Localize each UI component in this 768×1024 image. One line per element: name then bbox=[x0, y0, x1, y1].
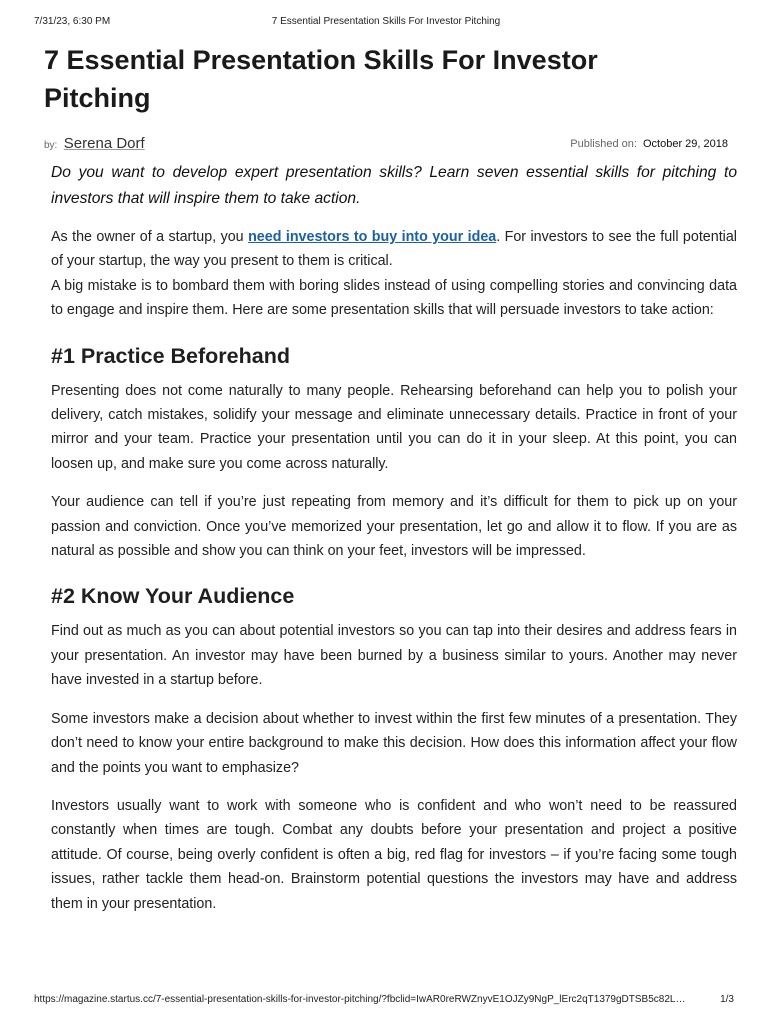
published-label: Published on: bbox=[570, 138, 637, 150]
print-url: https://magazine.startus.cc/7-essential-presentation-skills-for-investor-pitching/?fbclid=IwAR0reRWZnyvE1OJZy9NgP_lErc2qT1379gDTSB5c82L… bbox=[34, 994, 686, 1005]
paragraph-big-mistake: A big mistake is to bombard them with boring slides instead of using compelling stories and convincing data to engage and inspire them. Here are some presentation skills that will persuade investors to take action: bbox=[51, 277, 737, 319]
print-datetime: 7/31/23, 6:30 PM bbox=[34, 16, 111, 27]
paragraph: Find out as much as you can about potential investors so you can tap into their desires and address fears in your presentation. An investor may have been burned by a business similar to yours. Another may never have invested in a startup before. bbox=[51, 623, 737, 689]
article-title: 7 Essential Presentation Skills For Investor Pitching bbox=[44, 45, 598, 113]
paragraph: Your audience can tell if you’re just repeating from memory and it’s difficult for them to pick up on your passion and conviction. Once you’ve memorized your presentation, let go and allow it to flow. If you are as natural as possible and show you can think on your feet, investors will be impressed. bbox=[51, 494, 737, 560]
paragraph: Presenting does not come naturally to many people. Rehearsing beforehand can help you to polish your delivery, catch mistakes, solidify your message and eliminate unnecessary details. Practice in front of your mirror and your team. Practice your presentation until you can do it in your sleep. At this point, you can loosen up, and make sure you come across naturally. bbox=[51, 382, 737, 472]
author-link[interactable]: Serena Dorf bbox=[63, 135, 145, 152]
page-number: 1/3 bbox=[720, 994, 734, 1005]
paragraph-text: As the owner of a startup, you bbox=[51, 229, 249, 245]
article-intro: Do you want to develop expert presentation skills? Learn seven essential skills for pitching to investors that will inspire them to take action. bbox=[51, 164, 737, 207]
article-body bbox=[51, 160, 737, 916]
print-footer bbox=[34, 994, 738, 1008]
by-label: by: bbox=[44, 140, 58, 151]
paragraph: Investors usually want to work with someone who is confident and who won’t need to be reassured constantly when times are tough. Combat any doubts before your presentation and project a positive attitude. Of course, being overly confident is often a big, red flag for investors – if you’re facing some tough issues, rather tackle them head-on. Brainstorm potential questions the investors may have and address them in your presentation. bbox=[51, 797, 737, 912]
investors-idea-link[interactable]: need investors to buy into your idea bbox=[248, 229, 497, 245]
print-doc-title: 7 Essential Presentation Skills For Investor Pitching bbox=[271, 16, 501, 27]
paragraph: Some investors make a decision about whether to invest within the first few minutes of a presentation. They don’t need to know your entire background to make this decision. How does this information affect your flow and the points you want to emphasize? bbox=[51, 710, 737, 776]
section-heading-audience: #2 Know Your Audience bbox=[51, 584, 295, 609]
published-info bbox=[570, 138, 728, 150]
paragraph-startup-owner bbox=[51, 225, 737, 274]
section-heading-practice: #1 Practice Beforehand bbox=[51, 343, 290, 368]
print-header bbox=[34, 16, 738, 30]
published-date: October 29, 2018 bbox=[642, 138, 728, 150]
paragraph-text: . For investors to see the full potential of your startup, the way you present to them is critical. bbox=[51, 229, 737, 270]
byline bbox=[44, 135, 728, 153]
